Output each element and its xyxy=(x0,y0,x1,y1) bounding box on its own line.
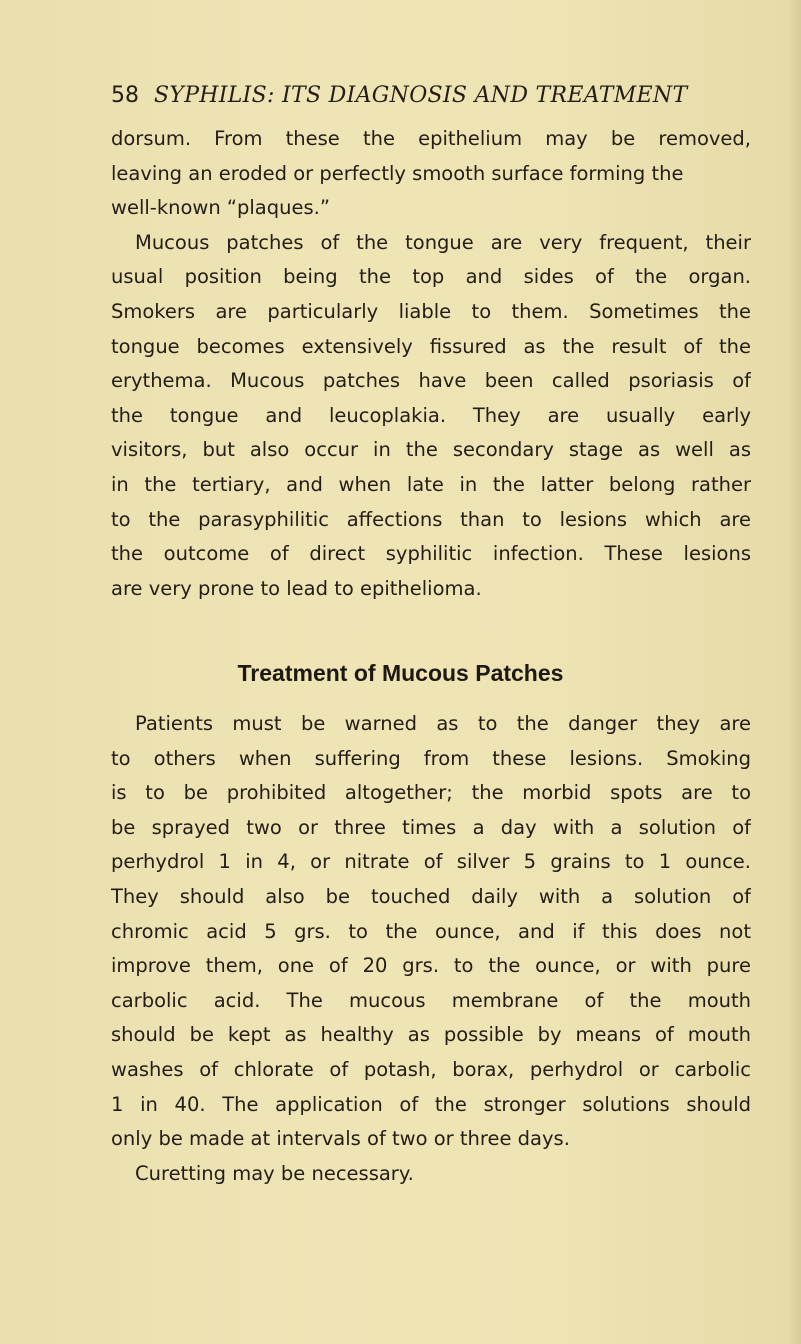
text-line: Mucous patches of the tongue are very frequent, their xyxy=(135,230,751,254)
text-line: well-known “plaques.” xyxy=(111,196,330,220)
text-line: the tongue and leucoplakia. They are usually early xyxy=(111,403,751,427)
text-line: erythema. Mucous patches have been called psoriasis of xyxy=(111,369,751,393)
text-line: Smokers are particularly liable to them. Sometimes the xyxy=(111,299,751,323)
text-line: the outcome of direct syphilitic infection. These lesions xyxy=(111,542,751,566)
text-line: dorsum. From these the epithelium may be removed, xyxy=(111,127,751,150)
text-line: leaving an eroded or perfectly smooth surface forming the xyxy=(111,161,684,185)
text-line: perhydrol 1 in 4, or nitrate of silver 5 grains to 1 ounce. xyxy=(111,850,751,874)
text-line: carbolic acid. The mucous membrane of the mouth xyxy=(111,988,751,1012)
text-line: visitors, but also occur in the secondary stage as well as xyxy=(111,438,751,462)
text-line: are very prone to lead to epithelioma. xyxy=(111,576,482,600)
text-line: only be made at intervals of two or three days. xyxy=(111,1127,570,1151)
section-heading: Treatment of Mucous Patches xyxy=(237,660,564,686)
text-line: Patients must be warned as to the danger they are xyxy=(135,712,751,735)
text-line: 1 in 40. The application of the stronger solutions should xyxy=(111,1092,751,1116)
text-line: to the parasyphilitic affections than to lesions which are xyxy=(111,507,751,531)
text-line: They should also be touched daily with a solution of xyxy=(111,884,751,908)
text-line: to others when suffering from these lesions. Smoking xyxy=(111,746,751,770)
text-line: usual position being the top and sides of the organ. xyxy=(111,265,751,289)
text-line: in the tertiary, and when late in the latter belong rather xyxy=(111,472,751,496)
body-text-block-1 xyxy=(111,122,751,606)
text-line: washes of chlorate of potash, borax, perhydrol or carbolic xyxy=(111,1057,751,1081)
text-line: improve them, one of 20 grs. to the ounce, or with pure xyxy=(111,954,751,978)
text-line: Curetting may be necessary. xyxy=(135,1161,414,1185)
page-number: 58 xyxy=(111,83,139,108)
text-line: tongue becomes extensively fissured as the result of the xyxy=(111,334,751,358)
text-line: be sprayed two or three times a day with a solution of xyxy=(111,815,751,839)
body-text-block-2 xyxy=(111,707,751,1191)
text-line: should be kept as healthy as possible by means of mouth xyxy=(111,1023,751,1047)
text-line: is to be prohibited altogether; the morbid spots are to xyxy=(111,781,751,805)
running-title: SYPHILIS: ITS DIAGNOSIS AND TREATMENT xyxy=(154,83,688,108)
text-line: chromic acid 5 grs. to the ounce, and if this does not xyxy=(111,919,751,943)
running-header xyxy=(111,80,711,112)
